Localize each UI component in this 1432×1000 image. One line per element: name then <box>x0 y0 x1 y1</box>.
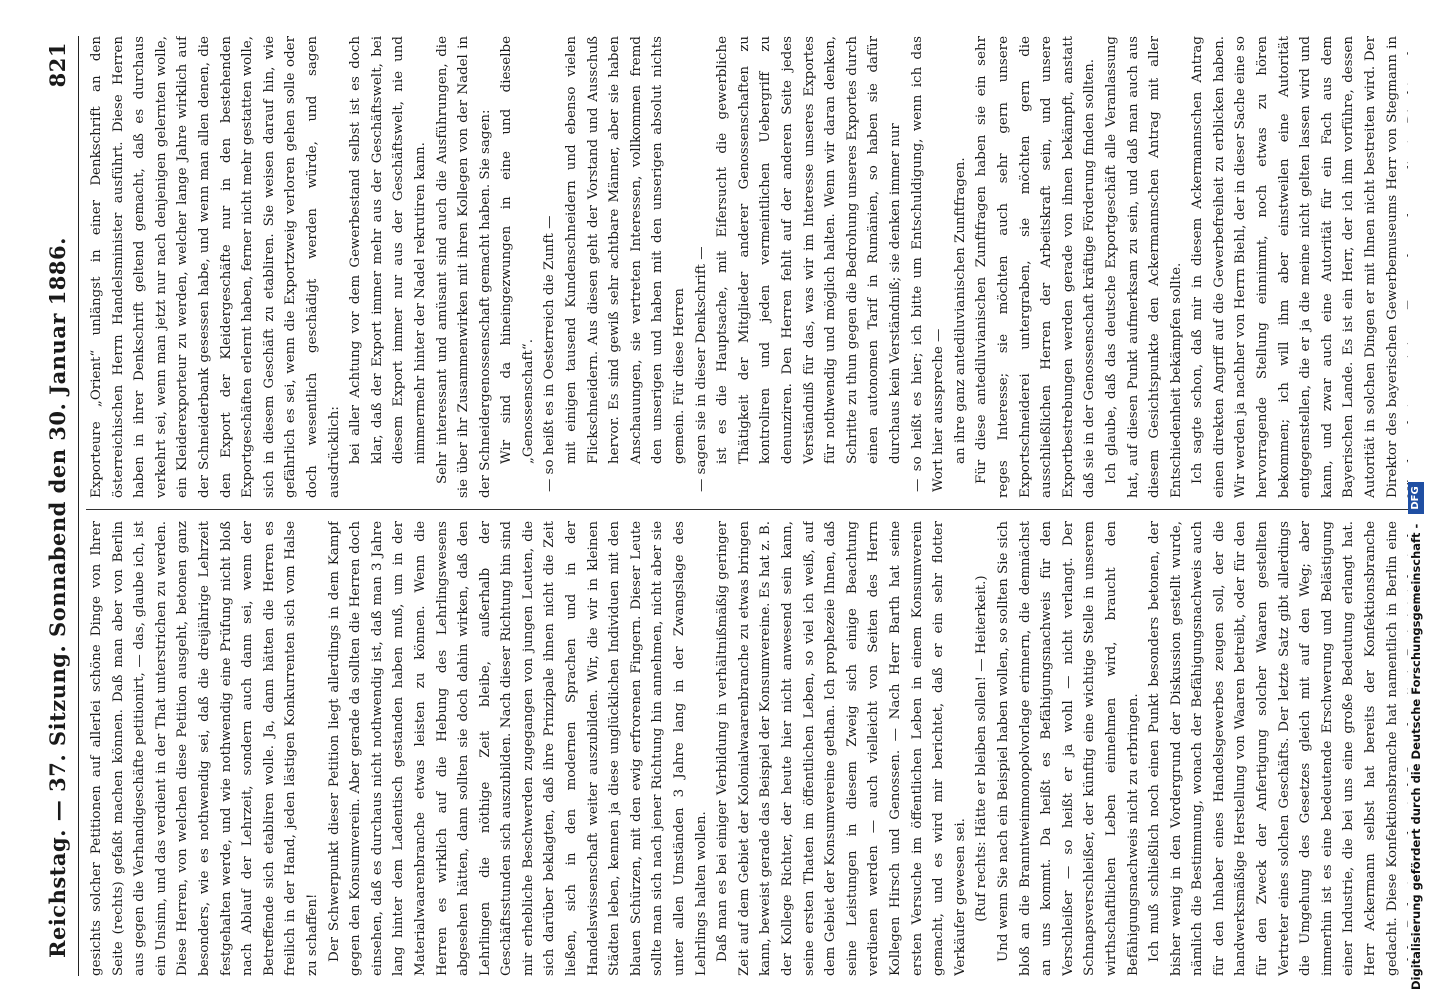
quotation: an ihre ganz antediluvianischen Zunftfragen. <box>952 157 968 464</box>
quotation: mit einigen tausend Kundenschneidern und ebenso vielen Flickschneidern. Aus diesen geht der Vorstand und Ausschuß hervor. Es sind gewiß sehr achtbare Männer, aber sie haben Anschauungen, sie vertreten Interessen, vollkommen fremd den unserigen und haben mit den unserigen absolut nichts gemein. Für diese Herren <box>564 36 688 464</box>
aside: — so heißt es hier; ich bitte um Entschuldigung, wenn ich das Wort hier ausspreche — <box>907 36 950 498</box>
paragraph: gesichts solcher Petitionen auf allerlei schöne Dinge von Ihrer Seite (rechts) gefaßt machen können. Daß man aber von Berlin aus gegen die Verhandigeschäfte petitionirt, — das, glaube ich, ist ein Unsinn, und das verdient in der That unterstrichen zu werden. Diese Herren, von welchen diese Petition ausgeht, betonen ganz besonders, wie es nothwendig sei, daß die dreijährige Lehrzeit festgehalten werde, und wie nothwendig eine Prüfung nicht bloß nach Ablauf der Lehrzeit, sondern auch dann sei, wenn der Betreffende sich etabliren wolle. Ja, dann hätten die Herren es freilich in der Hand, jeden lästigen Konkurrenten sich vom Halse zu schaffen! <box>89 521 320 976</box>
paragraph: Der Schwerpunkt dieser Petition liegt allerdings in dem Kampf gegen den Konsumverein. Aber gerade da sollten die Herren doch einsehen, daß es durchaus nicht nothwendig ist, daß man 3 Jahre lang hinter dem Ladentisch gestanden haben muß, um in der Materialwaarenbranche etwas leisten zu können. Wenn die Herren es wirklich auf die Hebung des Lehrlingswesens abgesehen hätten, dann sollten sie doch dahin wirken, daß den Lehrlingen die nöthige Zeit bleibe, außerhalb der Geschäftsstunden sich auszubilden. Nach dieser Richtung hin sind mir erhebliche Beschwerden zugegangen von jungen Leuten, die sich darüber beklagten, daß ihre Prinzipale ihnen nicht die Zeit ließen, sich in den modernen Sprachen und in der Handelswissenschaft weiter auszubilden. Wir, die wir in kleinen Städten leben, kennen ja diese unglücklichen Individuen mit den blauen Schürzen, mit den ewig erfrorenen Fingern. Dieser Leute sollte man sich nach jener Richtung hin annehmen, nicht aber sie unter allen Umständen 3 Jahre lang in der Zwangslage des Lehrlings halten wollen. <box>326 521 709 976</box>
right-column <box>86 36 1408 498</box>
paragraph: Daß man es bei einiger Verbildung in verhältnißmäßig geringer Zeit auf dem Gebiet der Kolonialwaarenbranche zu etwas bringen kann, beweist gerade das Beispiel der Konsumvereine. Es hat z. B. der Kollege Richter, der heute hier nicht anwesend sein kann, seine ersten Thaten im öffentlichen Leben, so viel ich weiß, auf dem Gebiet der Konsumvereine gethan. Ich prophezeie Ihnen, daß seine Leistungen in diesem Zweig sich einige Beachtung verdienen werden — auch vielleicht von Seiten des Herrn Kollegen Hirsch und Genossen. — Nach Herr Barth hat seine ersten Versuche im öffentlichen Leben in einem Konsumverein gemacht, und es wird mir berichtet, daß er ein sehr flotter Verkäufer gewesen sei. <box>715 521 968 976</box>
page-header <box>38 36 79 976</box>
digitization-note <box>1404 0 1426 990</box>
paragraph: Und wenn Sie nach ein Beispiel haben wollen, so sollten Sie sich bloß an die Branntweinmonopolvorlage erinnern, die demnächst an uns kommt. Da heißt es Befähigungsnachweis für den Verschleißer — so heißt er ja wohl — nicht verlangt. Der Schnapsverschleißer, der künftig eine wichtige Stelle in unserem wirthschaftlichen Leben einnehmen wird, braucht den Befähigungsnachweis nicht zu erbringen. <box>995 521 1141 976</box>
text-columns <box>86 36 1408 976</box>
dfg-logo: DFG <box>1408 482 1424 513</box>
interjection: (Ruf rechts: Hätte er bleiben sollen! — Heiterkeit.) <box>974 575 990 922</box>
running-head: Reichstag. — 37. Sitzung. Sonnabend den 30. Januar 1886. <box>45 237 70 958</box>
rotated-newspaper-page <box>38 26 1418 986</box>
aside: — sagen sie in dieser Denkschrift — <box>691 36 713 498</box>
paragraph: Ich glaube, daß das deutsche Exportgeschäft alle Veranlassung hat, auf diesen Punkt aufmerksam zu sein, und daß man auch aus diesem Gesichtspunkte den Ackermannschen Antrag mit aller Entschiedenheit bekämpfen sollte. <box>1103 36 1184 498</box>
aside: — so heißt es in Oesterreich die Zunft — <box>539 36 561 498</box>
quotation: bei aller Achtung vor dem Gewerbestand selbst ist es doch klar, daß der Export immer mehr aus der Geschäftswelt, bei diesem Export immer nur aus der Geschäftswelt, nie und nimmermehr hinter der Nadel rekrutiren kann. <box>348 36 428 464</box>
column-divider <box>86 509 1408 510</box>
quotation: ist es die Hauptsache, mit Eifersucht die gewerbliche Thätigkeit der Mitglieder anderer Genossenschaften zu kontroliren und jeden vermeintlichen Uebergriff zu denunziren. Den Herren fehlt auf der anderen Seite jedes Verständniß für das, was wir im Interesse unseres Exportes für nothwendig und möglich halten. Wenn wir daran denken, Schritte zu thun gegen die Bedrohung unseres Exportes durch einen autonomen Tarif in Rumänien, so haben sie dafür durchaus kein Verständniß; sie denken immer nur <box>715 36 903 464</box>
paragraph: Sehr interessant und amüsant sind auch die Ausführungen, die sie über ihr Zusammenwirken mit ihren Kollegen von der Nadel in der Schneidergenossenschaft gemacht haben. Sie sagen: <box>434 36 493 498</box>
quotation: Wir sind da hineingezwungen in eine und dieselbe „Genossenschaft“. <box>499 36 536 464</box>
paragraph: Ich sagte schon, daß mir in diesem Ackermannschen Antrag einen direkten Angriff auf die Gewerbefreiheit zu erblicken haben. Wir werden ja nachher von Herrn Biehl, der in dieser Sache eine so hervorragende Stellung einnimmt, noch etwas zu hören bekommen; ich will ihm aber einstweilen eine Autorität entgegenstellen, die er ja die meine nicht gelten lassen wird und kann, und zwar auch eine Autorität für ein Fach aus dem Bayerischen Lande. Es ist ein Herr, der ich ihm vorführe, dessen Autorität in solchen Dingen er mit Ihnen nicht bestreiten wird. Der Direktor des bayerischen Gewerbemuseums Herr von Stegmann in <box>1190 36 1400 498</box>
paragraph: Für diese antediluvianischen Zunftfragen haben sie ein sehr reges Interesse; sie möchten auch sehr gern unsere Exportschneiderei untergraben, sie möchten gern die ausschließlichen Herren der Arbeitskraft sein, und unsere Exportbestrebungen werden gerade von ihnen bekämpft, anstatt daß sie in der Genossenschaft kräftige Förderung finden sollten. <box>974 36 1098 498</box>
page-number: 821 <box>45 42 70 88</box>
paragraph: Exporteure „Orient“ unlängst in einer Denkschrift an den österreichischen Herrn Handelsminister ausführt. Diese Herren haben in ihrer Denkschrift geltend gemacht, daß es durchaus verkehrt sei, wenn man jetzt nur nach denjenigen gelernten wolle, ein Kleiderexporteur zu werden, welcher lange Jahre wirklich auf der Schneiderbank gesessen habe, und wenn man allen denen, die den Export der Kleidergeschäfte nur in den bestehenden Exportgeschäften erlernt haben, ferner nicht mehr gestatten wolle, sich in diesem Geschäft zu etabliren. Sie weisen darauf hin, wie gefährlich es sei, wenn die Exportzweig verloren gehen solle oder doch wesentlich geschädigt werden würde, und sagen ausdrücklich: <box>89 36 342 498</box>
digitization-note-text: Digitalisierung gefördert durch die Deutsche Forschungsgemeinschaft - <box>1408 523 1423 990</box>
left-column <box>86 521 1408 976</box>
paragraph: Ich muß schließlich noch einen Punkt besonders betonen, der bisher wenig in den Vordergrund der Diskussion gestellt wurde, nämlich die Bestimmung, wonach der Befähigungsnachweis auch für den Inhaber eines Handelsgewerbes zeugen soll, der die handwerksmäßige Herstellung von Waaren betreibt, oder für den für den Zweck der Anfertigung solcher Waaren gestellten Vertreter eines solchen Geschäfts. Der letzte Satz gibt allerdings die Umgehung des Gesetzes gleich mit auf den Weg; aber immerhin ist es eine bedeutende Erschwerung und Belästigung einer Industrie, die bei uns eine große Bedeutung erlangt hat. Herr Ackermann selbst hat bereits der Konfektionsbranche gedacht. Diese Konfektionsbranche hat namentlich in Berlin eine <box>1147 521 1400 976</box>
